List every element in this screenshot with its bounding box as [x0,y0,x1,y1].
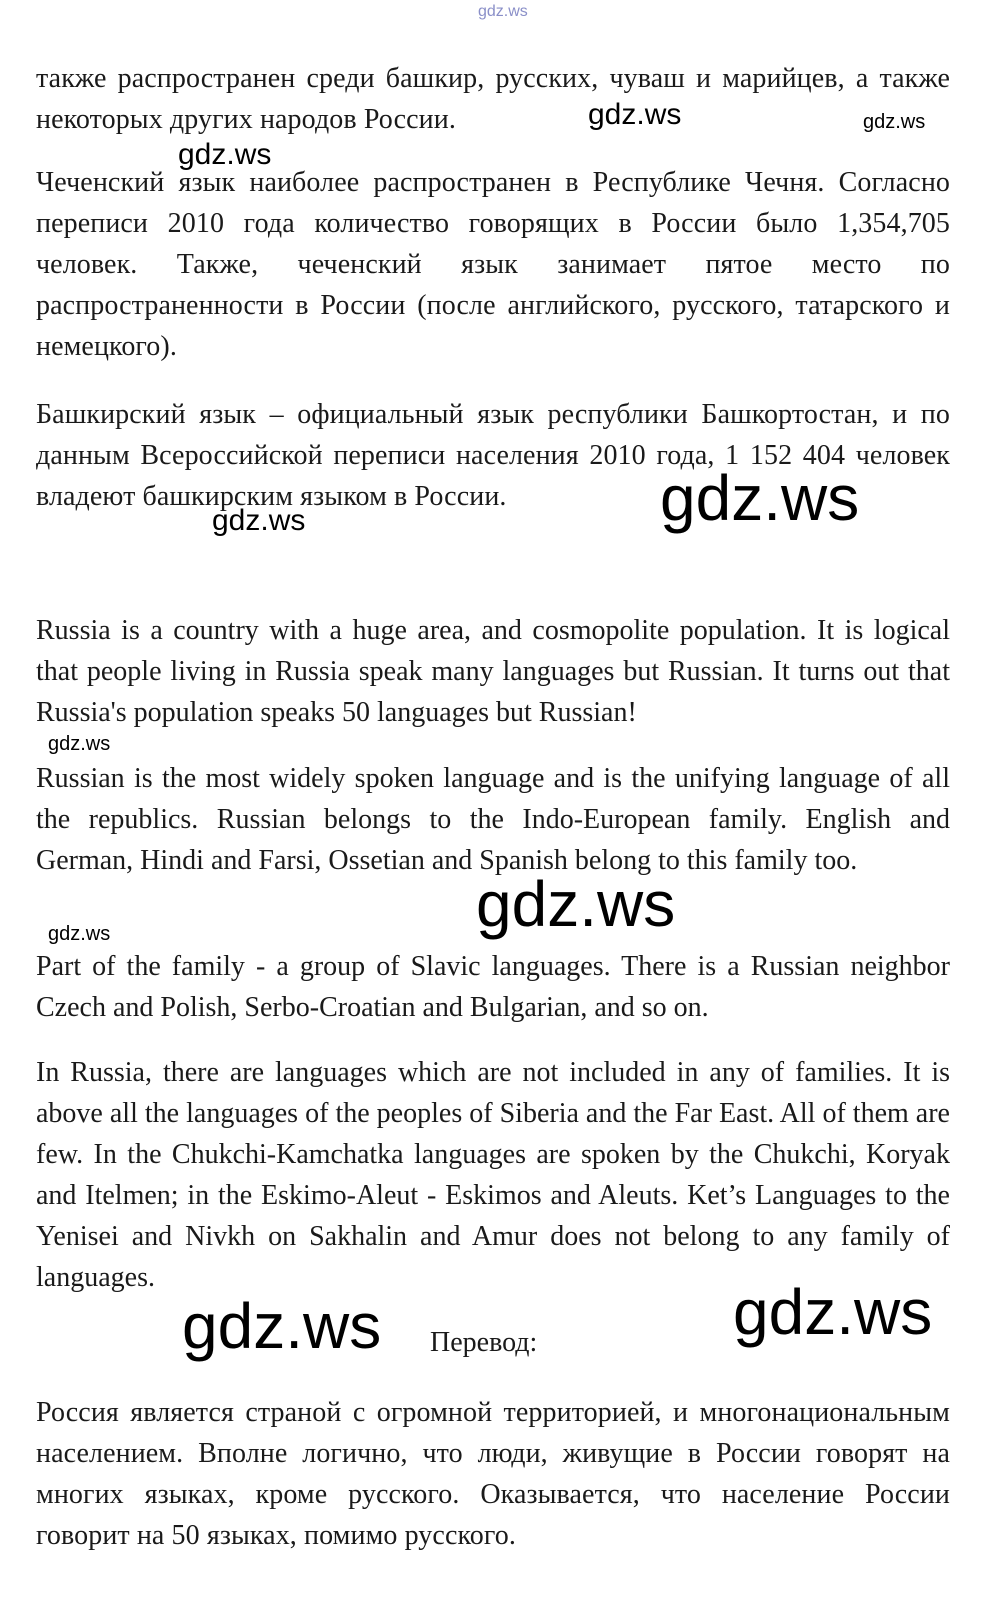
watermark: gdz.ws [588,98,682,131]
watermark: gdz.ws [212,504,306,537]
watermark: gdz.ws [48,923,111,945]
translation-label: Перевод: [430,1327,538,1358]
watermark: gdz.ws [863,111,926,133]
paragraph-en-2: Russian is the most widely spoken language and is the unifying language of all the republics. Russian belongs to the Indo-European family. English and German, Hindi and Farsi, Ossetian and Spanish belong to this family too. [36,763,950,876]
watermark: gdz.ws [733,1276,933,1348]
watermark: gdz.ws [182,1290,382,1362]
paragraph-en-3: Part of the family - a group of Slavic languages. There is a Russian neighbor Czech and Polish, Serbo-Croatian and Bulgarian, and so on. [36,951,950,1023]
paragraph-ru-3: Башкирский язык – официальный язык республики Башкортостан, и по данным Всероссийской переписи населения 2010 года, 1 152 404 человек владеют башкирским языком в России. [36,399,950,512]
paragraph-ru-2: Чеченский язык наиболее распространен в Республике Чечня. Согласно переписи 2010 года количество говорящих в России было 1,354,705 человек. Также, чеченский язык занимает пятое место по распространенности в России (после английского, русского, татарского и немецкого). [36,167,950,362]
paragraph-en-4: In Russia, there are languages which are not included in any of families. It is above all the languages of the peoples of Siberia and the Far East. All of them are few. In the Chukchi-Kamchatka languages are spoken by the Chukchi, Koryak and Itelmen; in the Eskimo-Aleut - Eskimos and Aleuts. Ket’s Languages to the Yenisei and Nivkh on Sakhalin and Amur does not belong to any family of languages. [36,1057,950,1293]
paragraph-ru-1: также распространен среди башкир, русских, чуваш и марийцев, а также некоторых других народов России. [36,63,950,135]
watermark: gdz.ws [48,733,111,755]
watermark: gdz.ws [476,868,676,940]
watermark-top: gdz.ws [478,3,528,20]
watermark: gdz.ws [660,462,860,534]
watermark: gdz.ws [178,138,272,171]
paragraph-en-1: Russia is a country with a huge area, and cosmopolite population. It is logical that people living in Russia speak many languages but Russian. It turns out that Russia's population speaks 50 languages but Russian! [36,615,950,728]
paragraph-ru-translation: Россия является страной с огромной территорией, и многонациональным населением. Вполне логично, что люди, живущие в России говорят на многих языках, кроме русского. Оказывается, что население России говорит на 50 языках, помимо русского. [36,1397,950,1551]
